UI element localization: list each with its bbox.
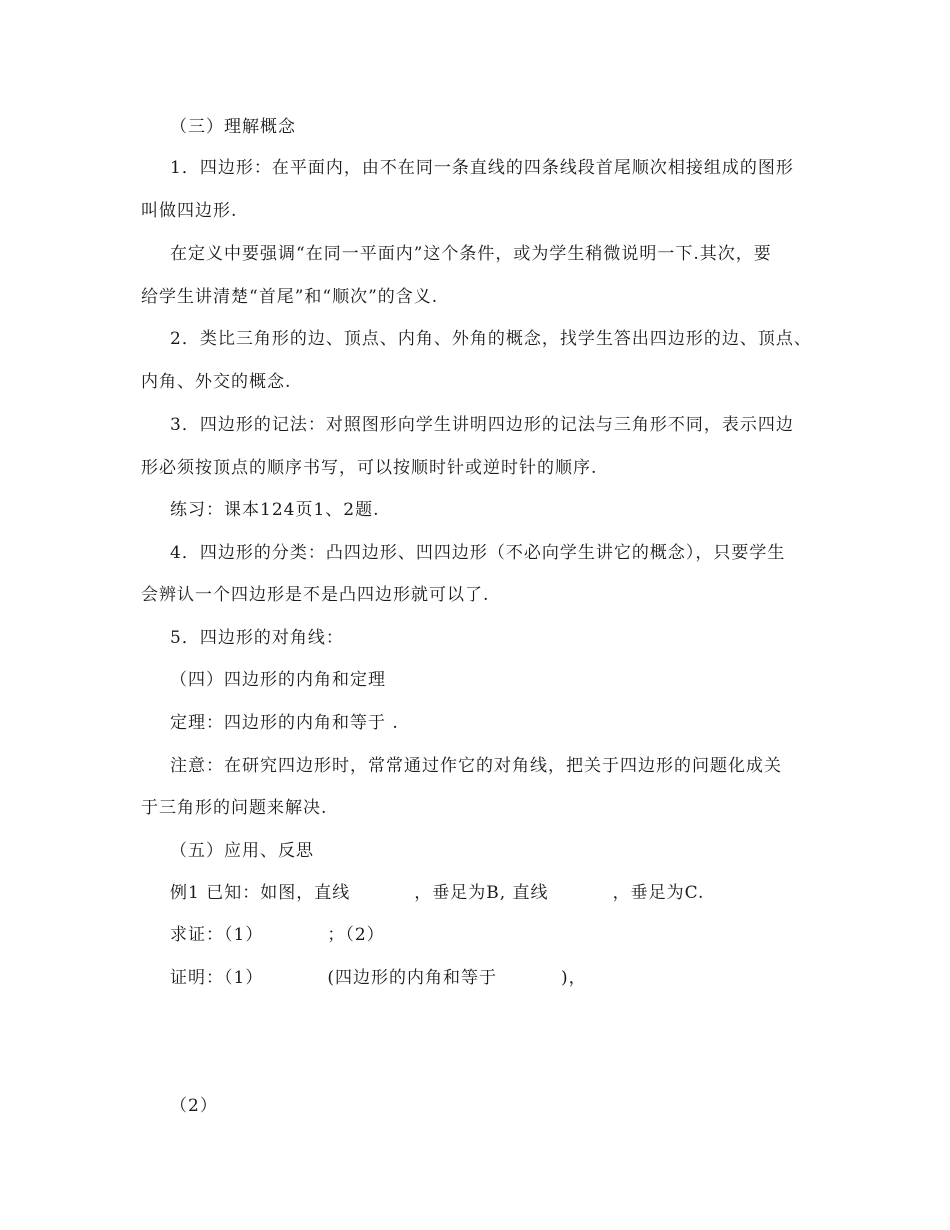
paragraph-classification-cont: 会辨认一个四边形是不是凸四边形就可以了. (141, 585, 490, 605)
paragraph-proof-1: 证明：（1） (四边形的内角和等于 )， (170, 968, 587, 988)
paragraph-quadrilateral-definition: 1．四边形：在平面内，由不在同一条直线的四条线段首尾顺次相接组成的图形 (170, 158, 794, 178)
paragraph-notation-cont: 形必须按顶点的顺序书写，可以按顺时针或逆时针的顺序. (141, 458, 598, 478)
paragraph-quadrilateral-definition-cont: 叫做四边形. (141, 201, 238, 221)
paragraph-classification: 4．四边形的分类：凸四边形、凹四边形（不必向学生讲它的概念），只要学生 (170, 543, 786, 563)
section-heading-application: （五）应用、反思 (170, 841, 314, 861)
paragraph-analogy-triangle-cont: 内角、外交的概念. (141, 372, 292, 392)
section-heading-understand-concepts: （三）理解概念 (170, 117, 296, 137)
paragraph-definition-emphasis: 在定义中要强调“在同一平面内”这个条件，或为学生稍微说明一下.其次，要 (170, 244, 772, 264)
paragraph-diagonals: 5．四边形的对角线： (170, 628, 344, 648)
paragraph-to-prove: 求证：（1） ；（2） (170, 925, 385, 945)
paragraph-notation: 3．四边形的记法：对照图形向学生讲明四边形的记法与三角形不同，表示四边 (170, 415, 794, 435)
paragraph-theorem: 定理：四边形的内角和等于 . (170, 713, 399, 733)
paragraph-note: 注意：在研究四边形时，常常通过作它的对角线，把关于四边形的问题化成关 (170, 756, 782, 776)
paragraph-exercise: 练习：课本124页1、2题. (170, 500, 380, 520)
paragraph-note-cont: 于三角形的问题来解决. (141, 798, 328, 818)
paragraph-proof-2: （2） (170, 1096, 218, 1116)
paragraph-example-1: 例1 已知：如图，直线 ，垂足为B, 直线 ，垂足为C. (170, 883, 705, 903)
section-heading-angle-sum-theorem: （四）四边形的内角和定理 (170, 670, 386, 690)
paragraph-definition-emphasis-cont: 给学生讲清楚“首尾”和“顺次”的含义. (141, 287, 439, 307)
paragraph-analogy-triangle: 2．类比三角形的边、顶点、内角、外角的概念，找学生答出四边形的边、顶点、 (170, 329, 812, 349)
